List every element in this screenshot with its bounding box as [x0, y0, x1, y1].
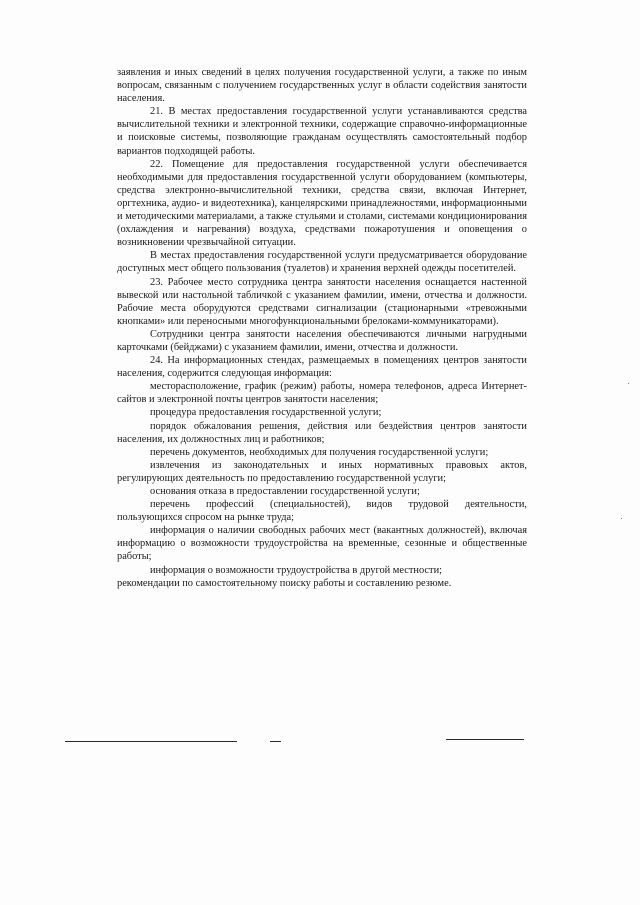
signature-line-middle [270, 741, 281, 742]
paragraph-23-continued: Сотрудники центра занятости населения обеспечиваются личными нагрудными карточками (бейджами) с указанием фамилии, имени, отчества и должности. [117, 328, 527, 353]
list-item: месторасположение, график (режим) работы, номера телефонов, адреса Интернет-сайтов и электронной почты центров занятости населения; [117, 381, 527, 406]
paragraph-22-continued: В местах предоставления государственной услуги предусматривается оборудование доступных мест общего пользования (туалетов) и хранения верхней одежды посетителей. [117, 250, 527, 275]
scan-speck [628, 383, 629, 384]
scan-speck [621, 518, 622, 519]
document-body [117, 66, 527, 590]
list-item: извлечения из законодательных и иных нормативных правовых актов, регулирующих деятельность по предоставлению государственной услуги; [117, 459, 527, 484]
signature-line-right [446, 739, 524, 740]
list-item: процедура предоставления государственной услуги; [150, 407, 382, 419]
list-item-last: рекомендации по самостоятельному поиску работы и составлению резюме. [117, 577, 452, 589]
list-item: информация о наличии свободных рабочих мест (вакантных должностей), включая информацию о возможности трудоустройства на временные, сезонные и общественные работы; [117, 525, 527, 563]
paragraph-23: 23. Рабочее место сотрудника центра занятости населения оснащается настенной вывеской или настольной табличкой с указанием фамилии, имени, отчества и должности. Рабочие места оборудуются средствами сигнализации (стационарными «тревожными кнопками» или переносными многофункциональными брелоками-коммуникаторами). [117, 276, 527, 327]
signature-line-left [65, 741, 237, 742]
paragraph-22: 22. Помещение для предоставления государственной услуги обеспечивается необходимыми для предоставления государственной услуги оборудованием (компьютеры, средства электронно-вычислительной техники, средства связи, включая Интернет, оргтехника, аудио- и видеотехника), канцелярскими принадлежностями, информационными и методическими материалами, а также стульями и столами, системами кондиционирования (охлаждения и нагревания) воздуха, средствами пожаротушения и оповещения о возникновении чрезвычайной ситуации. [117, 158, 527, 249]
list-item: основания отказа в предоставлении государственной услуги; [150, 486, 420, 497]
paragraph-21: 21. В местах предоставления государственной услуги устанавливаются средства вычислительной техники и электронной техники, содержащие справочно-информационные и поисковые системы, позволяющие гражданам осуществлять самостоятельный подбор вариантов подходящей работы. [117, 106, 527, 157]
list-item: перечень документов, необходимых для получения государственной услуги; [150, 446, 489, 458]
paragraph-continuation: заявления и иных сведений в целях получения государственной услуги, а также по иным вопросам, связанным с получением государственных услуг в области содействия занятости населения. [117, 67, 527, 105]
list-item: информация о возможности трудоустройства в другой местности; [150, 564, 443, 576]
list-item: перечень профессий (специальностей), видов трудовой деятельности, пользующихся спросом на рынке труда; [117, 499, 527, 524]
list-item: порядок обжалования решения, действия или бездействия центров занятости населения, их должностных лиц и работников; [117, 420, 527, 445]
paragraph-24: 24. На информационных стендах, размещаемых в помещениях центров занятости населения, содержится следующая информация: [117, 355, 527, 380]
